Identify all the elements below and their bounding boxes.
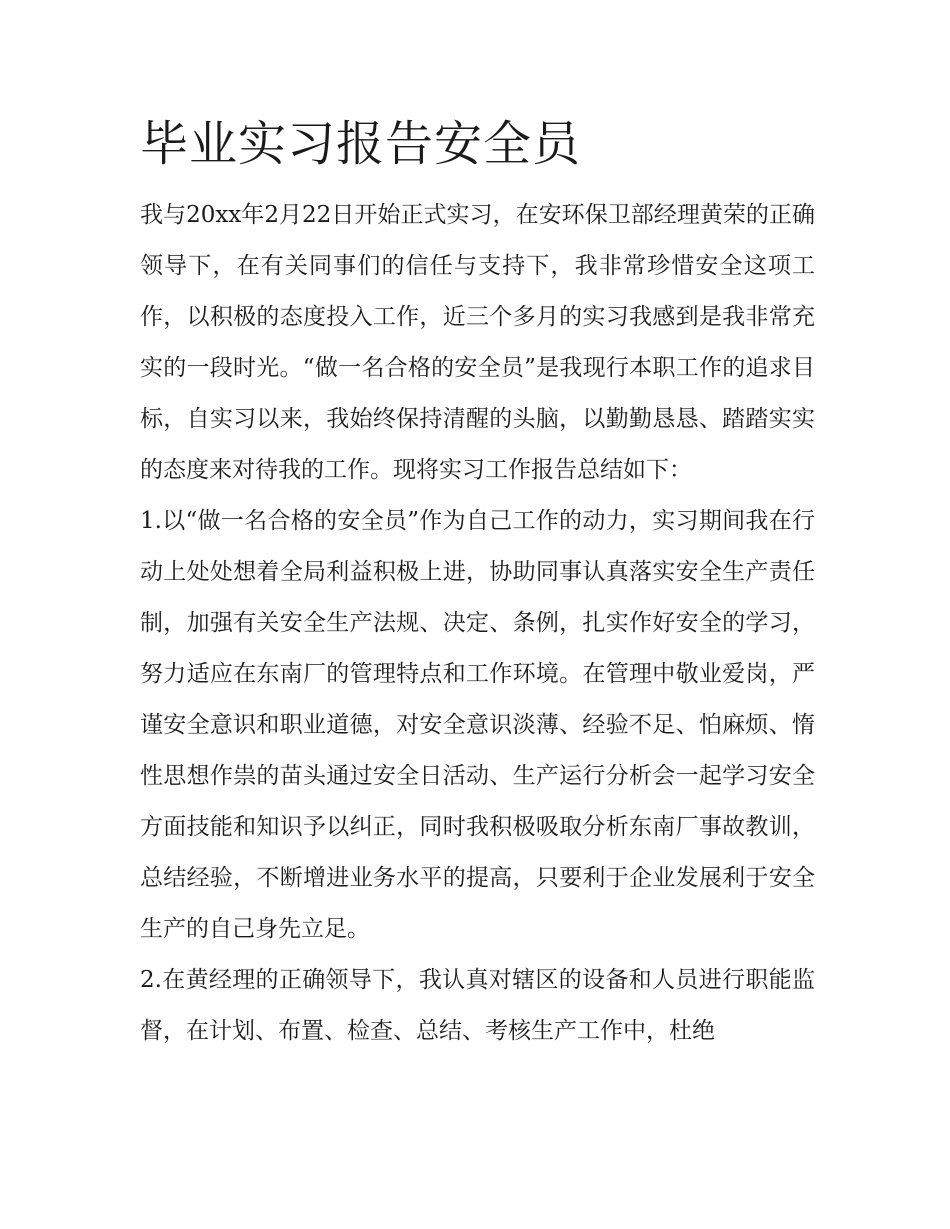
document-title: 毕业实习报告安全员 bbox=[140, 116, 582, 172]
paragraph-point-1: 1.以“做一名合格的安全员”作为自己工作的动力，实习期间我在行动上处处想着全局利益积极上进，协助同事认真落实安全生产责任制，加强有关安全生产法规、决定、条例，扎实作好安全的学习，努力适应在东南厂的管理特点和工作环境。在管理中敬业爱岗，严谨安全意识和职业道德，对安全意识淡薄、经验不足、怕麻烦、惰性思想作祟的苗头通过安全日活动、生产运行分析会一起学习安全方面技能和知识予以纠正，同时我积极吸取分析东南厂事故教训，总结经验，不断增进业务水平的提高，只要利于企业发展利于安全生产的自己身先立足。 bbox=[140, 508, 815, 942]
paragraph-intro: 我与20xx年2月22日开始正式实习，在安环保卫部经理黄荣的正确领导下，在有关同事们的信任与支持下，我非常珍惜安全这项工作，以积极的态度投入工作，近三个多月的实习我感到是我非常充实的一段时光。“做一名合格的安全员”是我现行本职工作的追求目标，自实习以来，我始终保持清醒的头脑，以勤勤恳恳、踏踏实实的态度来对待我的工作。现将实习工作报告总结如下： bbox=[140, 202, 815, 483]
paragraph-point-2: 2.在黄经理的正确领导下，我认真对辖区的设备和人员进行职能监督，在计划、布置、检查、总结、考核生产工作中，杜绝 bbox=[140, 967, 815, 1044]
document-page bbox=[140, 112, 815, 1057]
